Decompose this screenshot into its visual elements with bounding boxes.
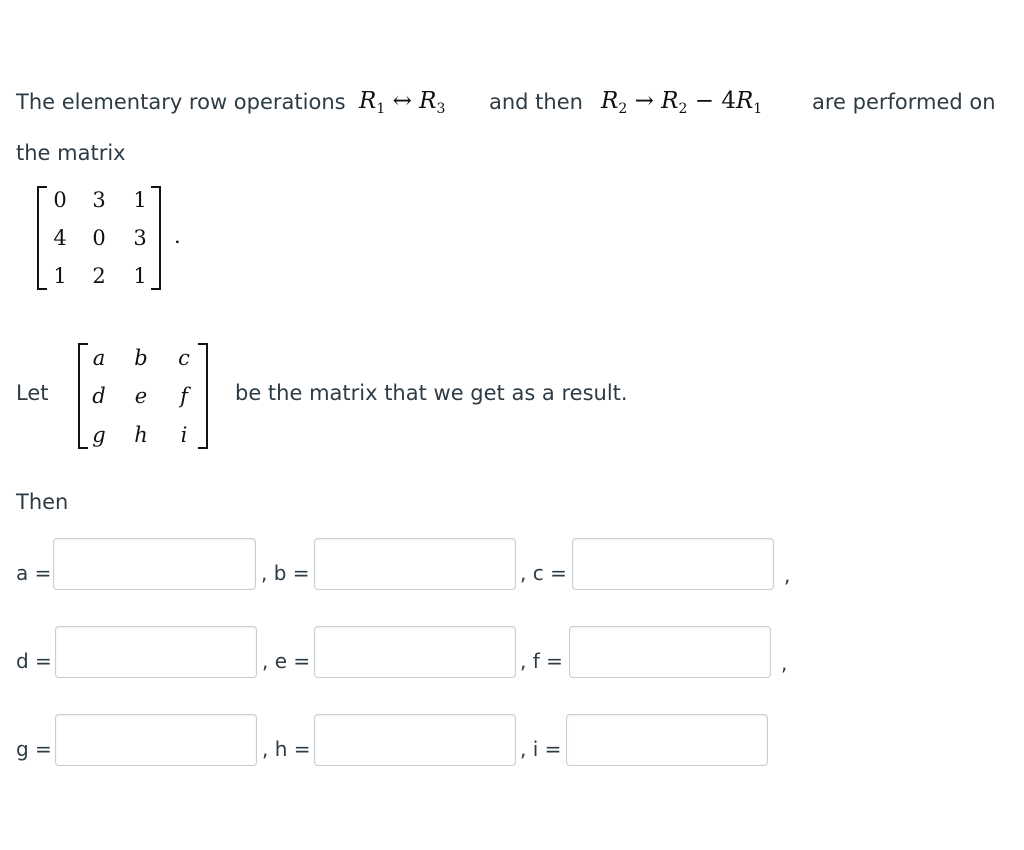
matrix-cell: i [180, 423, 188, 447]
answer-c-input[interactable] [572, 538, 774, 590]
given-matrix [37, 186, 161, 290]
matrix-cell: f [180, 384, 188, 408]
label-e: , e = [262, 649, 311, 673]
matrix-cell: b [134, 346, 148, 370]
matrix-cell: 1 [133, 264, 147, 288]
answer-d-input[interactable] [55, 626, 257, 678]
let-text: Let [16, 381, 49, 405]
label-f: , f = [520, 649, 563, 673]
matrix-cell: h [134, 423, 148, 447]
then-text: Then [16, 490, 69, 514]
question-intro: The elementary row operations [16, 90, 346, 114]
swap-arrow: ↔ [392, 88, 412, 114]
row-swap-operation: $R_1$ ↔ $R_3$ [359, 88, 446, 117]
label-h: , h = [262, 737, 311, 761]
answer-e-input[interactable] [314, 626, 516, 678]
row2-end-comma: , [781, 651, 788, 675]
result-description: be the matrix that we get as a result. [235, 381, 628, 405]
answer-b-input[interactable] [314, 538, 516, 590]
matrix-cell: 1 [133, 188, 147, 212]
label-g: g = [16, 737, 52, 761]
answer-h-input[interactable] [314, 714, 516, 766]
row-replace-operation: $R_2 \to R_2 - 4R_1$ [601, 88, 763, 117]
result-matrix [78, 343, 208, 449]
matrix-cell: c [178, 346, 190, 370]
replace-arrow: → [634, 88, 654, 114]
right-bracket [198, 343, 208, 449]
matrix-cell: 3 [133, 226, 147, 250]
question-line2: the matrix [16, 141, 126, 165]
matrix-cell: g [92, 423, 106, 447]
label-c: , c = [520, 561, 567, 585]
label-i: , i = [520, 737, 562, 761]
and-then-text: and then [489, 90, 583, 114]
row1-end-comma: , [784, 563, 791, 587]
matrix-cell: d [92, 384, 106, 408]
matrix-cell: 0 [92, 226, 106, 250]
matrix-cell: 2 [92, 264, 106, 288]
answer-i-input[interactable] [566, 714, 768, 766]
answer-g-input[interactable] [55, 714, 257, 766]
matrix-cell: e [134, 384, 148, 408]
matrix-cell: a [92, 346, 106, 370]
matrix-cell: 0 [53, 188, 67, 212]
answer-f-input[interactable] [569, 626, 771, 678]
label-b: , b = [261, 561, 310, 585]
label-d: d = [16, 649, 52, 673]
matrix-cell: 1 [53, 264, 67, 288]
matrix-cell: 3 [92, 188, 106, 212]
answer-a-input[interactable] [53, 538, 256, 590]
label-a: a = [16, 561, 52, 585]
matrix-cell: 4 [53, 226, 67, 250]
question-tail: are performed on [812, 90, 996, 114]
matrix-period: . [174, 224, 181, 248]
